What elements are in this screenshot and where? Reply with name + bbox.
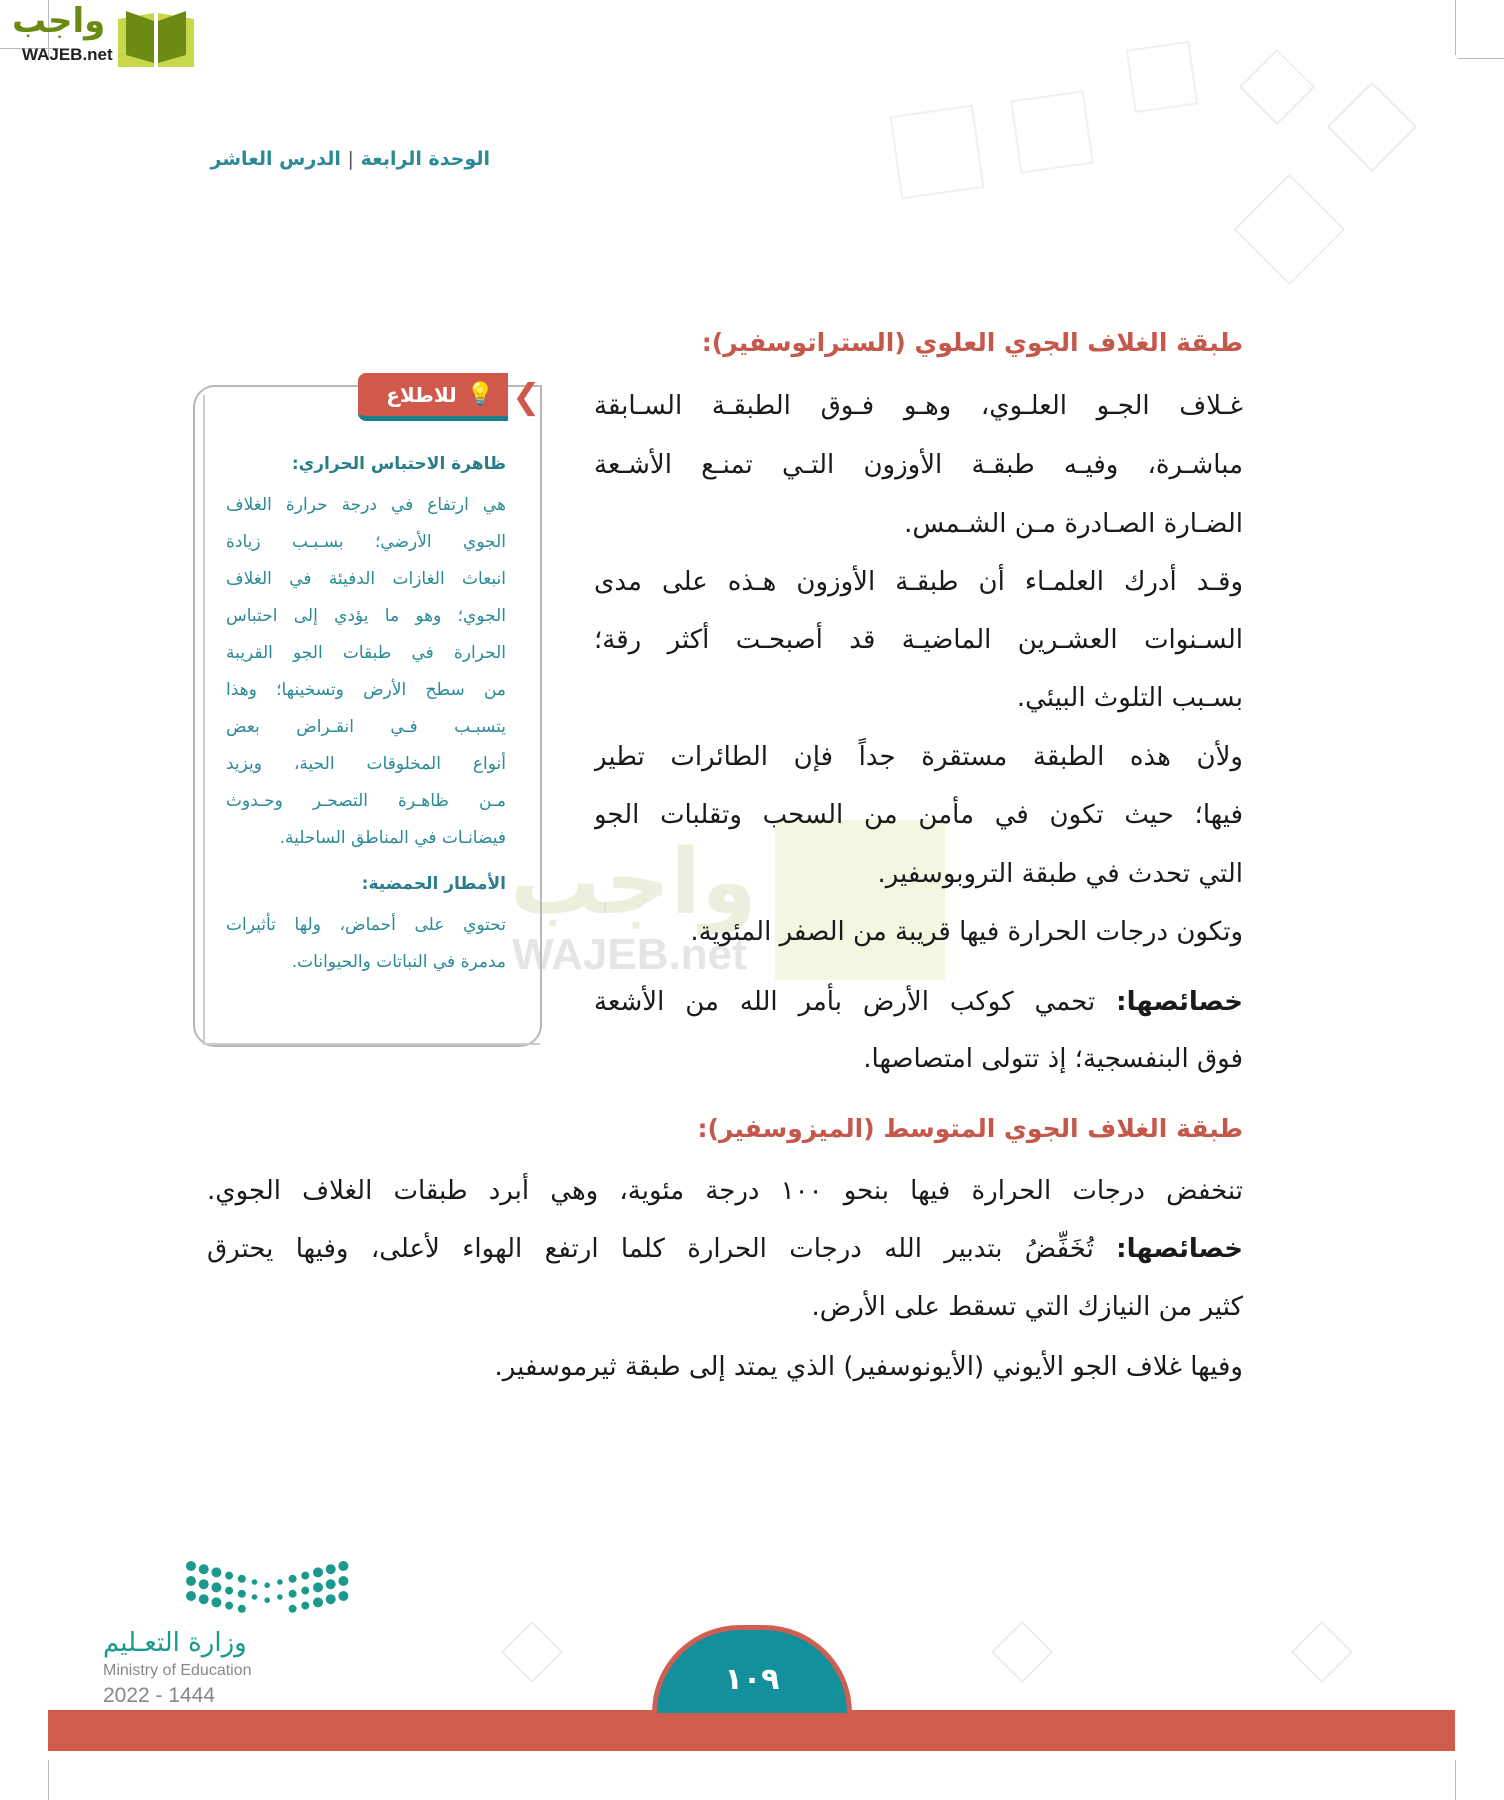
decor-square	[1010, 90, 1094, 174]
logo-text-latin: WAJEB.net	[22, 45, 113, 64]
logo-dot	[252, 1594, 258, 1600]
logo-dot	[338, 1576, 348, 1586]
lesson-label: الدرس العاشر	[210, 148, 341, 170]
logo-dot	[338, 1561, 348, 1571]
logo-dot	[252, 1579, 258, 1585]
info-tab-label: للاطلاع	[386, 382, 457, 407]
info-topic-title: ظاهرة الاحتباس الحراري:	[291, 454, 506, 474]
logo-dot	[238, 1605, 246, 1613]
info-line: الحرارة في طبقات الجو القريبة	[226, 643, 506, 663]
info-line: مـن ظاهـرة التصحـر وحـدوث	[226, 791, 506, 811]
bold-label: خصائصها:	[1116, 1234, 1243, 1264]
logo-dot	[277, 1594, 283, 1600]
bold-label: خصائصها:	[1116, 987, 1243, 1017]
line-text: وقـد أدرك العلمـاء أن طبقـة الأوزون هـذه على مدى	[594, 567, 1243, 597]
line-text: بسـبب التلوث البيئي.	[1016, 683, 1243, 713]
paragraph-line	[690, 912, 1243, 952]
logo-dot	[211, 1567, 221, 1577]
logo-dot	[186, 1576, 196, 1586]
decor-diamond	[1291, 1621, 1353, 1683]
logo-dot	[225, 1587, 233, 1595]
line-text: فوق البنفسجية؛ إذ تتولى امتصاصها.	[863, 1044, 1243, 1074]
info-line: فيضانـات في المناطق الساحلية.	[279, 828, 506, 848]
lightbulb-book-icon: 💡	[466, 382, 494, 407]
logo-dot	[301, 1572, 309, 1580]
page-number: ١٠٩	[652, 1625, 852, 1713]
info-line: يتسبـب فـي انقـراض بعض	[226, 717, 506, 737]
line-text: ولأن هذه الطبقة مستقرة جداً فإن الطائرات تطير	[594, 742, 1243, 772]
ministry-name-english: Ministry of Education	[103, 1662, 252, 1679]
decor-diamond	[1239, 49, 1315, 125]
info-line: انبعاث الغازات الدفيئة في الغلاف	[226, 569, 506, 589]
paragraph-line	[594, 982, 1243, 1022]
line-text: السـنوات العشـرين الماضيـة قد أصبحـت أكثر رقة؛	[594, 625, 1243, 655]
decor-diamond	[1327, 82, 1418, 173]
logo-dot	[338, 1591, 348, 1601]
info-tab	[358, 373, 508, 421]
book-icon	[116, 7, 196, 67]
logo-dot	[199, 1594, 209, 1604]
line-text: كثير من النيازك التي تسقط على الأرض.	[811, 1292, 1243, 1322]
logo-dot	[326, 1579, 336, 1589]
logo-dot	[238, 1590, 246, 1598]
logo-dot	[211, 1582, 221, 1592]
decor-square	[890, 105, 985, 200]
crop-mark	[1455, 1760, 1456, 1800]
line-text: وتكون درجات الحرارة فيها قريبة من الصفر المئوية.	[690, 917, 1243, 947]
ministry-logo-dots-icon	[185, 1560, 350, 1615]
info-topic-title: الأمطار الحمضية:	[361, 874, 506, 894]
paragraph-line	[594, 620, 1243, 660]
decor-diamond	[501, 1621, 563, 1683]
unit-label: الوحدة الرابعة	[360, 148, 490, 170]
wajeb-logo	[10, 1, 190, 67]
line-text: تُخَفِّضُ بتدبير الله درجات الحرارة كلما ارتفع الهواء لأعلى، وفيها يحترق	[207, 1234, 1117, 1264]
paragraph-line	[812, 1287, 1244, 1327]
paragraph-line	[594, 795, 1243, 835]
logo-dot	[186, 1591, 196, 1601]
logo-dot	[186, 1561, 196, 1571]
info-line: هي ارتفاع في درجة حرارة الغلاف	[226, 495, 506, 515]
breadcrumb	[180, 148, 490, 170]
logo-dot	[326, 1594, 336, 1604]
ministry-name-arabic: وزارة التعـليم	[103, 1628, 247, 1658]
info-line: من سطح الأرض وتسخينها؛ وهذا	[226, 680, 506, 700]
logo-dot	[199, 1579, 209, 1589]
crop-mark	[1455, 0, 1456, 55]
decor-diamond	[1234, 174, 1346, 286]
logo-dot	[264, 1597, 270, 1603]
logo-dot	[289, 1605, 297, 1613]
line-text: التي تحدث في طبقة التروبوسفير.	[877, 859, 1243, 889]
decor-square	[1126, 41, 1198, 113]
logo-dot	[301, 1602, 309, 1610]
breadcrumb-separator: |	[347, 148, 354, 170]
paragraph-line	[494, 1347, 1243, 1387]
logo-dot	[225, 1572, 233, 1580]
logo-dot	[313, 1567, 323, 1577]
line-text: مباشـرة، وفيـه طبقـة الأوزون التـي تمنـع الأشـعة	[594, 450, 1243, 480]
info-line: الجوي؛ وهو ما يؤدي إلى احتباس	[226, 606, 506, 626]
paragraph-line	[1017, 678, 1243, 718]
info-line: الجوي الأرضي؛ بسـبـب زيادة	[226, 532, 506, 552]
logo-dot	[289, 1575, 297, 1583]
info-line: تحتوي على أحماض، ولها تأثيرات	[226, 915, 506, 935]
info-line: مدمرة في النباتات والحيوانات.	[291, 952, 506, 972]
paragraph-line	[877, 854, 1243, 894]
line-text: تحمي كوكب الأرض بأمر الله من الأشعة	[594, 987, 1117, 1017]
watermark-book-icon	[775, 820, 945, 980]
paragraph-line	[207, 1229, 1243, 1269]
paragraph-line	[863, 1039, 1243, 1079]
chevron-left-icon: ❮	[512, 377, 541, 417]
watermark-arabic: واجب	[510, 830, 757, 935]
logo-dot	[313, 1582, 323, 1592]
logo-dot	[313, 1597, 323, 1607]
logo-dot	[238, 1575, 246, 1583]
logo-dot	[277, 1579, 283, 1585]
watermark-latin: WAJEB.net	[512, 930, 747, 979]
paragraph-line	[207, 1171, 1243, 1211]
paragraph-line	[594, 445, 1243, 485]
line-text: الضـارة الصـادرة مـن الشـمس.	[904, 509, 1243, 539]
decor-diamond	[991, 1621, 1053, 1683]
logo-dot	[264, 1582, 270, 1588]
logo-text-arabic: واجب	[12, 1, 106, 41]
paragraph-line	[904, 504, 1243, 544]
paragraph-line	[594, 386, 1243, 426]
logo-dot	[211, 1597, 221, 1607]
paragraph-line	[594, 562, 1243, 602]
info-line: أنواع المخلوقات الحية، ويزيد	[226, 754, 506, 774]
crop-mark	[48, 1760, 49, 1800]
logo-dot	[326, 1564, 336, 1574]
line-text: وفيها غلاف الجو الأيوني (الأيونوسفير) الذي يمتد إلى طبقة ثيرموسفير.	[494, 1352, 1243, 1382]
logo-dot	[225, 1602, 233, 1610]
paragraph-line	[594, 737, 1243, 777]
section-heading: طبقة الغلاف الجوي العلوي (الستراتوسفير):	[701, 328, 1243, 357]
logo-dot	[199, 1564, 209, 1574]
line-text: فيها؛ حيث تكون في مأمن من السحب وتقلبات الجو	[594, 800, 1243, 830]
logo-dot	[289, 1590, 297, 1598]
line-text: غـلاف الجـو العلـوي، وهـو فـوق الطبقـة السـابقة	[594, 391, 1243, 421]
logo-dot	[301, 1587, 309, 1595]
section-heading: طبقة الغلاف الجوي المتوسط (الميزوسفير):	[697, 1114, 1243, 1143]
crop-mark	[1458, 58, 1504, 59]
edition-year: 2022 - 1444	[103, 1684, 216, 1707]
line-text: تنخفض درجات الحرارة فيها بنحو ١٠٠ درجة مئوية، وهي أبرد طبقات الغلاف الجوي.	[207, 1176, 1243, 1206]
